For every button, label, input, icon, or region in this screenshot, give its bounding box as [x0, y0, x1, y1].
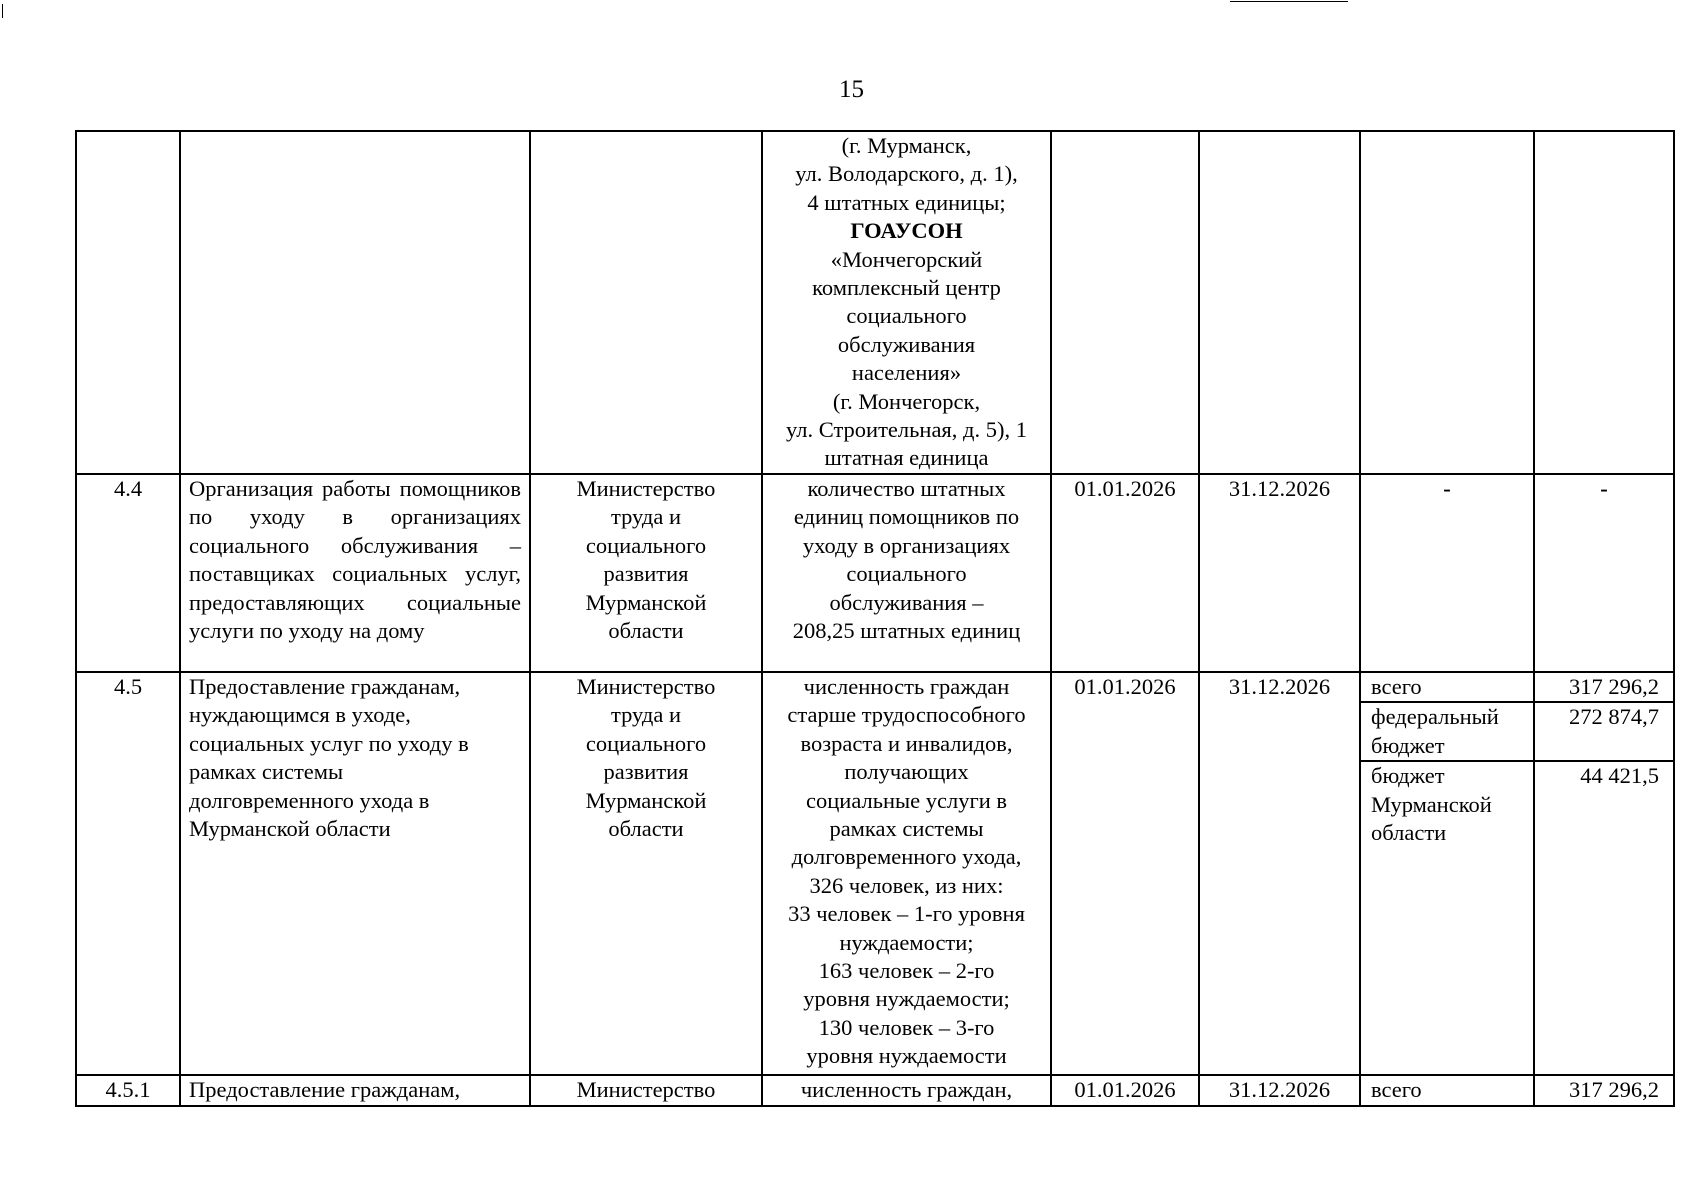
indicator-line: долговременного ухода, [791, 844, 1022, 870]
indicator-line: ул. Строительная, д. 5), 1 [786, 417, 1027, 443]
indicator-line: социального [846, 561, 967, 587]
cell-indicator [762, 672, 1051, 1075]
funding-source-line: Мурманской [1371, 791, 1492, 817]
activity-name-line: нуждающимся в уходе, [189, 702, 411, 728]
indicator-line: социального [846, 303, 967, 329]
indicator-line: рамках системы [829, 815, 984, 841]
indicator-line: (г. Мончегорск, [832, 388, 981, 414]
indicator-line: (г. Мурманск, [841, 133, 972, 158]
funding-source-line: всего [1371, 673, 1422, 699]
cell-funding-source [1360, 761, 1534, 1075]
page-number: 15 [839, 76, 864, 103]
executor-line: социального [585, 532, 707, 558]
executor-line: труда и [611, 504, 681, 530]
table-row-4-4 [76, 474, 1674, 672]
cell-number: 4.5 [76, 672, 180, 1075]
indicator-line: социальные услуги в [806, 787, 1007, 813]
indicator-line: уходу в организациях [802, 532, 1011, 558]
cell-funding-source [1360, 702, 1534, 761]
cell-start-date: 01.01.2026 [1051, 672, 1199, 1075]
indicator-line: уровня нуждаемости [806, 1043, 1007, 1069]
executor-line: Министерство [576, 475, 716, 501]
cell-activity-name [180, 131, 530, 474]
indicator-line: уровня нуждаемости; [803, 986, 1010, 1012]
activity-name-line: рамках системы [189, 759, 344, 785]
cell-end-date [1199, 131, 1360, 474]
executor-line: развития [603, 759, 689, 785]
indicator-line: 208,25 штатных единиц [792, 617, 1021, 643]
cell-funding-amount: 44 421,5 [1534, 761, 1674, 1075]
executor-line: Мурманской [585, 787, 707, 813]
indicator-line: количество штатных [807, 475, 1006, 501]
cell-number: 4.5.1 [76, 1075, 180, 1105]
executor-line: социального [585, 730, 707, 756]
indicator-line: нуждаемости; [839, 929, 974, 955]
executor-line: области [608, 617, 684, 643]
indicator-line: единиц помощников по [793, 504, 1020, 530]
executor-line: Мурманской [585, 589, 707, 615]
indicator-line: ГОАУСОН [850, 218, 963, 244]
cell-executor: Министерство [530, 1075, 762, 1105]
cell-executor [530, 131, 762, 474]
cell-end-date: 31.12.2026 [1199, 1075, 1360, 1105]
indicator-line: обслуживания – [829, 589, 984, 615]
indicator-line: населения» [851, 360, 962, 386]
indicator-line: штатная единица [824, 445, 989, 471]
activities-table [75, 130, 1675, 1107]
activity-name-line: Предоставление гражданам, [189, 673, 461, 699]
scan-artifact-top-right [1230, 1, 1348, 2]
cell-funding-amount: 317 296,2 [1534, 672, 1674, 702]
funding-source-line: области [1371, 819, 1447, 845]
funding-source-line: бюджет [1371, 732, 1445, 758]
cell-start-date: 01.01.2026 [1051, 1075, 1199, 1105]
scan-artifact-top-left [2, 4, 3, 18]
indicator-line: старше трудоспособного [787, 702, 1026, 728]
indicator-line: обслуживания [837, 331, 976, 357]
cell-number: 4.4 [76, 474, 180, 672]
cell-end-date: 31.12.2026 [1199, 474, 1360, 672]
table-row-4-5 [76, 672, 1674, 702]
indicator-line: численность граждан [803, 673, 1010, 699]
cell-executor [530, 474, 762, 672]
cell-activity-name: Организация работы помощников по уходу в организациях социального обслуживания – поставщиках социальных услуг, предоставляющих социальные услуги по уходу на дому [180, 474, 530, 672]
cell-funding-amount: 272 874,7 [1534, 702, 1674, 761]
indicator-line: 4 штатных единицы; [807, 189, 1006, 215]
cell-indicator [762, 131, 1051, 474]
indicator-line: ул. Володарского, д. 1), [795, 161, 1018, 187]
cell-number [76, 131, 180, 474]
table-row-4-5-1 [76, 1075, 1674, 1105]
executor-line: Министерство [576, 673, 716, 699]
cell-funding-source: - [1360, 474, 1534, 672]
cell-executor [530, 672, 762, 1075]
activity-name-line: долговременного ухода в [189, 787, 430, 813]
cell-funding-source [1360, 131, 1534, 474]
cell-indicator: численность граждан, [762, 1075, 1051, 1105]
cell-funding-amount: 317 296,2 [1534, 1075, 1674, 1105]
cell-funding-source: всего [1360, 1075, 1534, 1105]
indicator-line: 163 человек – 2-го [818, 957, 995, 983]
cell-funding-amount [1534, 131, 1674, 474]
indicator-line: комплексный центр [812, 275, 1001, 301]
executor-line: развития [603, 561, 689, 587]
indicator-line: 326 человек, из них: [809, 872, 1004, 898]
executor-line: труда и [611, 702, 681, 728]
activity-name-line: Мурманской области [189, 815, 391, 841]
activity-name-line: социальных услуг по уходу в [189, 730, 469, 756]
cell-end-date: 31.12.2026 [1199, 672, 1360, 1075]
cell-activity-name [180, 672, 530, 1075]
cell-activity-name: Предоставление гражданам, [180, 1075, 530, 1105]
cell-start-date [1051, 131, 1199, 474]
indicator-line: «Мончегорский [830, 246, 983, 272]
cell-funding-amount: - [1534, 474, 1674, 672]
executor-line: области [608, 815, 684, 841]
cell-start-date: 01.01.2026 [1051, 474, 1199, 672]
funding-source-line: бюджет [1371, 763, 1445, 789]
indicator-line: 33 человек – 1-го уровня [788, 901, 1025, 927]
table-row-continuation [76, 131, 1674, 474]
indicator-line: возраста и инвалидов, [800, 730, 1013, 756]
indicator-line: 130 человек – 3-го [818, 1014, 995, 1040]
funding-source-line: федеральный [1371, 704, 1499, 730]
indicator-line: получающих [844, 759, 969, 785]
cell-indicator [762, 474, 1051, 672]
cell-funding-source [1360, 672, 1534, 702]
